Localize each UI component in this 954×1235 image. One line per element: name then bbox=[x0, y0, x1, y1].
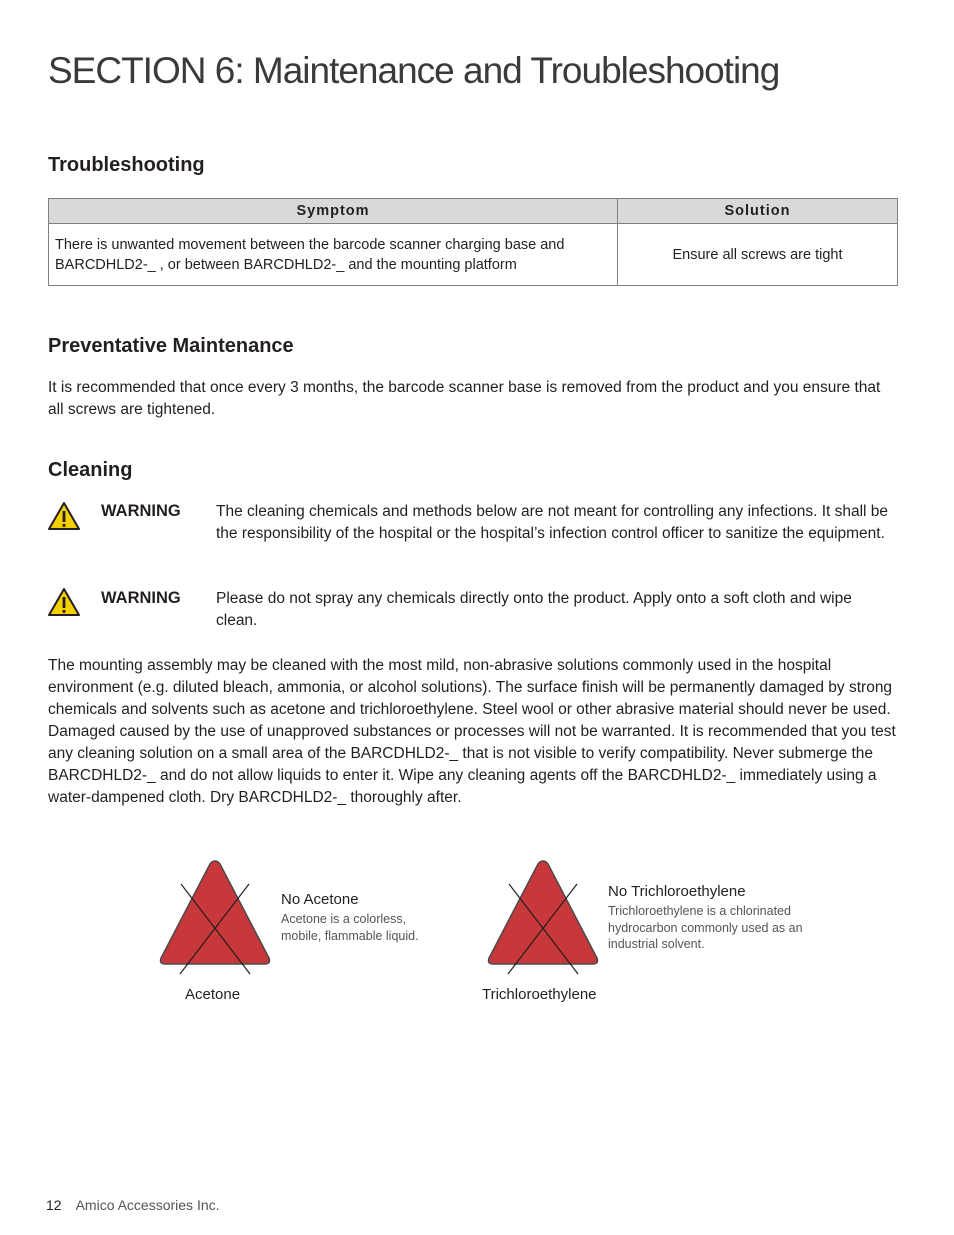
symptom-cell: There is unwanted movement between the barcode scanner charging base and BARCDHLD2-_ , or between BARCDHLD2-_ and the mounting platform bbox=[49, 224, 618, 286]
table-header-row bbox=[49, 199, 898, 224]
warning-triangle-icon bbox=[47, 501, 81, 531]
warning-triangle-icon bbox=[47, 587, 81, 617]
warning-text: The cleaning chemicals and methods below are not meant for controlling any infections. It shall be the responsibility of the hospital or the hospital’s infection control officer to sanitize the equipment. bbox=[216, 503, 889, 542]
cleaning-body-text: The mounting assembly may be cleaned with the most mild, non-abrasive solutions commonly used in the hospital environment (e.g. diluted bleach, ammonia, or alcohol solutions). The surface finish will be permanently damaged by strong chemicals and solvents such as acetone and trichloroethylene. Steel wool or other abrasive material should never be used. Damaged caused by the use of unapproved substances or processes will not be warranted. It is recommended that you test any cleaning solution on a small area of the BARCDHLD2-_ that is not visible to verify compatibility. Never submerge the BARCDHLD2-_ and do not allow liquids to enter it. Wipe any cleaning agents off the BARCDHLD2-_ immediately using a water-dampened cloth. Dry BARCDHLD2-_ thoroughly after. bbox=[48, 657, 896, 806]
hazard-description: Acetone is a colorless, mobile, flammable liquid. bbox=[281, 912, 419, 943]
solution-column-header: Solution bbox=[618, 199, 898, 224]
page-title: SECTION 6: Maintenance and Troubleshooting bbox=[48, 50, 780, 91]
hazard-description: Trichloroethylene is a chlorinated hydrocarbon commonly used as an industrial solvent. bbox=[608, 904, 803, 951]
hazard-title: No Trichloroethylene bbox=[608, 883, 746, 900]
warning-label: WARNING bbox=[101, 589, 181, 607]
no-trichloroethylene-icon bbox=[483, 856, 603, 976]
warning-text: Please do not spray any chemicals directly onto the product. Apply onto a soft cloth and wipe clean. bbox=[216, 590, 852, 629]
troubleshooting-table bbox=[48, 198, 898, 286]
maintenance-text: It is recommended that once every 3 months, the barcode scanner base is removed from the product and you ensure that all screws are tightened. bbox=[48, 379, 881, 418]
page-footer bbox=[46, 1197, 220, 1213]
page-number: 12 bbox=[46, 1197, 62, 1213]
cleaning-heading: Cleaning bbox=[48, 459, 133, 481]
maintenance-heading: Preventative Maintenance bbox=[48, 335, 294, 357]
hazard-title: No Acetone bbox=[281, 891, 359, 908]
hazard-caption: Acetone bbox=[185, 986, 241, 1003]
troubleshooting-heading: Troubleshooting bbox=[48, 154, 205, 176]
symptom-column-header: Symptom bbox=[49, 199, 618, 224]
no-acetone-icon bbox=[155, 856, 275, 976]
table-row bbox=[49, 224, 898, 286]
hazard-caption: Trichloroethylene bbox=[482, 986, 597, 1003]
solution-cell: Ensure all screws are tight bbox=[618, 224, 898, 286]
warning-label: WARNING bbox=[101, 502, 181, 520]
company-name: Amico Accessories Inc. bbox=[75, 1197, 220, 1213]
